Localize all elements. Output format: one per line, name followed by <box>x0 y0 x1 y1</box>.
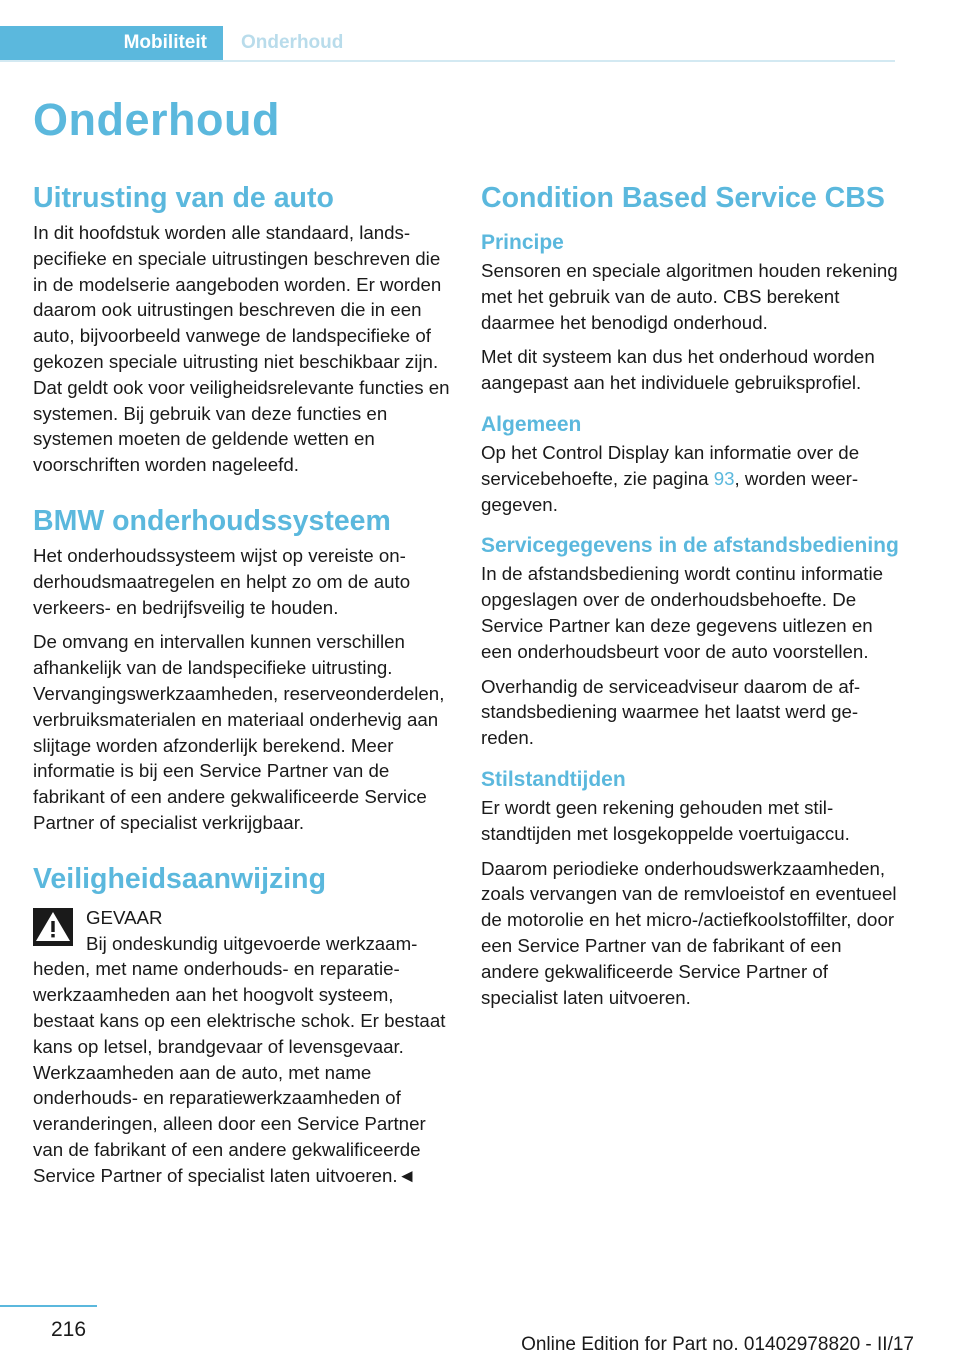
section-title-onderhoudssysteem: BMW onderhoudssysteem <box>33 504 391 537</box>
subheading-stilstandtijden: Stilstandtijden <box>481 767 626 791</box>
page-number: 216 <box>51 1318 87 1341</box>
paragraph: Er wordt geen rekening gehouden met stilstandtijden met losgekoppelde voertuigaccu. <box>481 796 850 844</box>
paragraph-algemeen <box>481 440 899 517</box>
section-title-veiligheid: Veiligheidsaanwijzing <box>33 862 326 895</box>
header-tabbar <box>0 26 895 62</box>
warning-triangle-icon <box>33 908 73 946</box>
text-span: , worden weergegeven. <box>481 467 859 515</box>
page-title: Onderhoud <box>33 94 280 145</box>
tab-onderhoud[interactable]: Onderhoud <box>241 32 344 53</box>
left-column <box>33 183 451 1198</box>
paragraph: In dit hoofdstuk worden alle standaard, landspecifieke en speciale uitrustingen beschreven die in de modelserie aangeboden worden. Er worden daarom ook uitrustingen beschreven die in een auto, bijvoorbeeld vanwege de landspecifieke of gekozen speciale uitrusting niet beschikbaar zijn. Dat geldt ook voor veiligheidsrelevante functies en systemen. Bij gebruik van deze functies en systemen moeten de geldende wetten en voorschriften worden nageleefd. <box>33 222 450 476</box>
section-title-cbs: Condition Based Service CBS <box>481 182 885 214</box>
subheading-algemeen: Algemeen <box>481 412 582 436</box>
paragraph: Sensoren en speciale algoritmen houden rekening met het gebruik van de auto. CBS berekent daarmee het benodigd onderhoud. <box>481 260 898 333</box>
page-link[interactable]: 93 <box>713 467 735 489</box>
right-column <box>481 183 899 1019</box>
paragraph: Met dit systeem kan dus het onderhoud worden aangepast aan het individuele gebruiksprofiel. <box>481 346 875 394</box>
paragraph: De omvang en intervallen kunnen verschillen afhankelijk van de landspecifieke uitrusting. Vervangingswerkzaamheden, reserveonderdelen, verbruiksmaterialen en materiaal onderhevig aan slijtage worden afzonderlijk berekend. Meer informatie is bij een Service Partner van de fabrikant of een andere gekwalificeerde Service Partner of specialist verkrijgbaar. <box>33 631 445 833</box>
footer-edition: Online Edition for Part no. 01402978820 - II/17 <box>521 1334 914 1355</box>
subheading-principe: Principe <box>481 231 564 254</box>
warning-text: Bij ondeskundig uitgevoerde werkzaamheden, met name onderhouds- en reparatiewerkzaamheden aan het hoogvolt systeem, bestaat kans op een elektrische schok. Er bestaat kans op letsel, brandgevaar of levensgevaar. Werkzaamheden aan de auto, met name onderhouds- en reparatiewerkzaamheden of veranderingen, alleen door een Service Partner van de fabrikant of een andere gekwalificeerde Service Partner of specialist laten uitvoeren.◄ <box>33 932 446 1186</box>
paragraph: Daarom periodieke onderhoudswerkzaamheden, zoals vervangen van de remvloeistof en eventueel de motorolie en het micro-/actiefkoolstoffilter, door een Service Partner van de fabrikant of een andere gekwalificeerde Service Partner of specialist laten uitvoeren. <box>481 857 897 1008</box>
warning-label: GEVAAR <box>86 906 163 928</box>
section-title-uitrusting: Uitrusting van de auto <box>33 182 334 214</box>
footer-divider <box>0 1305 97 1307</box>
tab-mobiliteit[interactable]: Mobiliteit <box>0 26 223 60</box>
paragraph: In de afstandsbediening wordt continu informatie opgeslagen over de onderhoudsbehoefte. De Service Partner kan deze gegevens uitlezen en een onderhoudsbeurt voor de auto voorstellen. <box>481 563 884 662</box>
subheading-servicegegevens: Servicegegevens in de afstandsbediening <box>481 534 899 558</box>
text-span: Op het Control Display kan informatie over de servicebehoefte, zie pagina <box>481 441 860 489</box>
paragraph: Overhandig de serviceadviseur daarom de afstandsbediening waarmee het laatst werd gereden. <box>481 675 861 749</box>
warning-block <box>33 905 451 1189</box>
paragraph: Het onderhoudssysteem wijst op vereiste onderhoudsmaatregelen en helpt zo om de auto verkeers- en bedrijfsveilig te houden. <box>33 544 411 618</box>
